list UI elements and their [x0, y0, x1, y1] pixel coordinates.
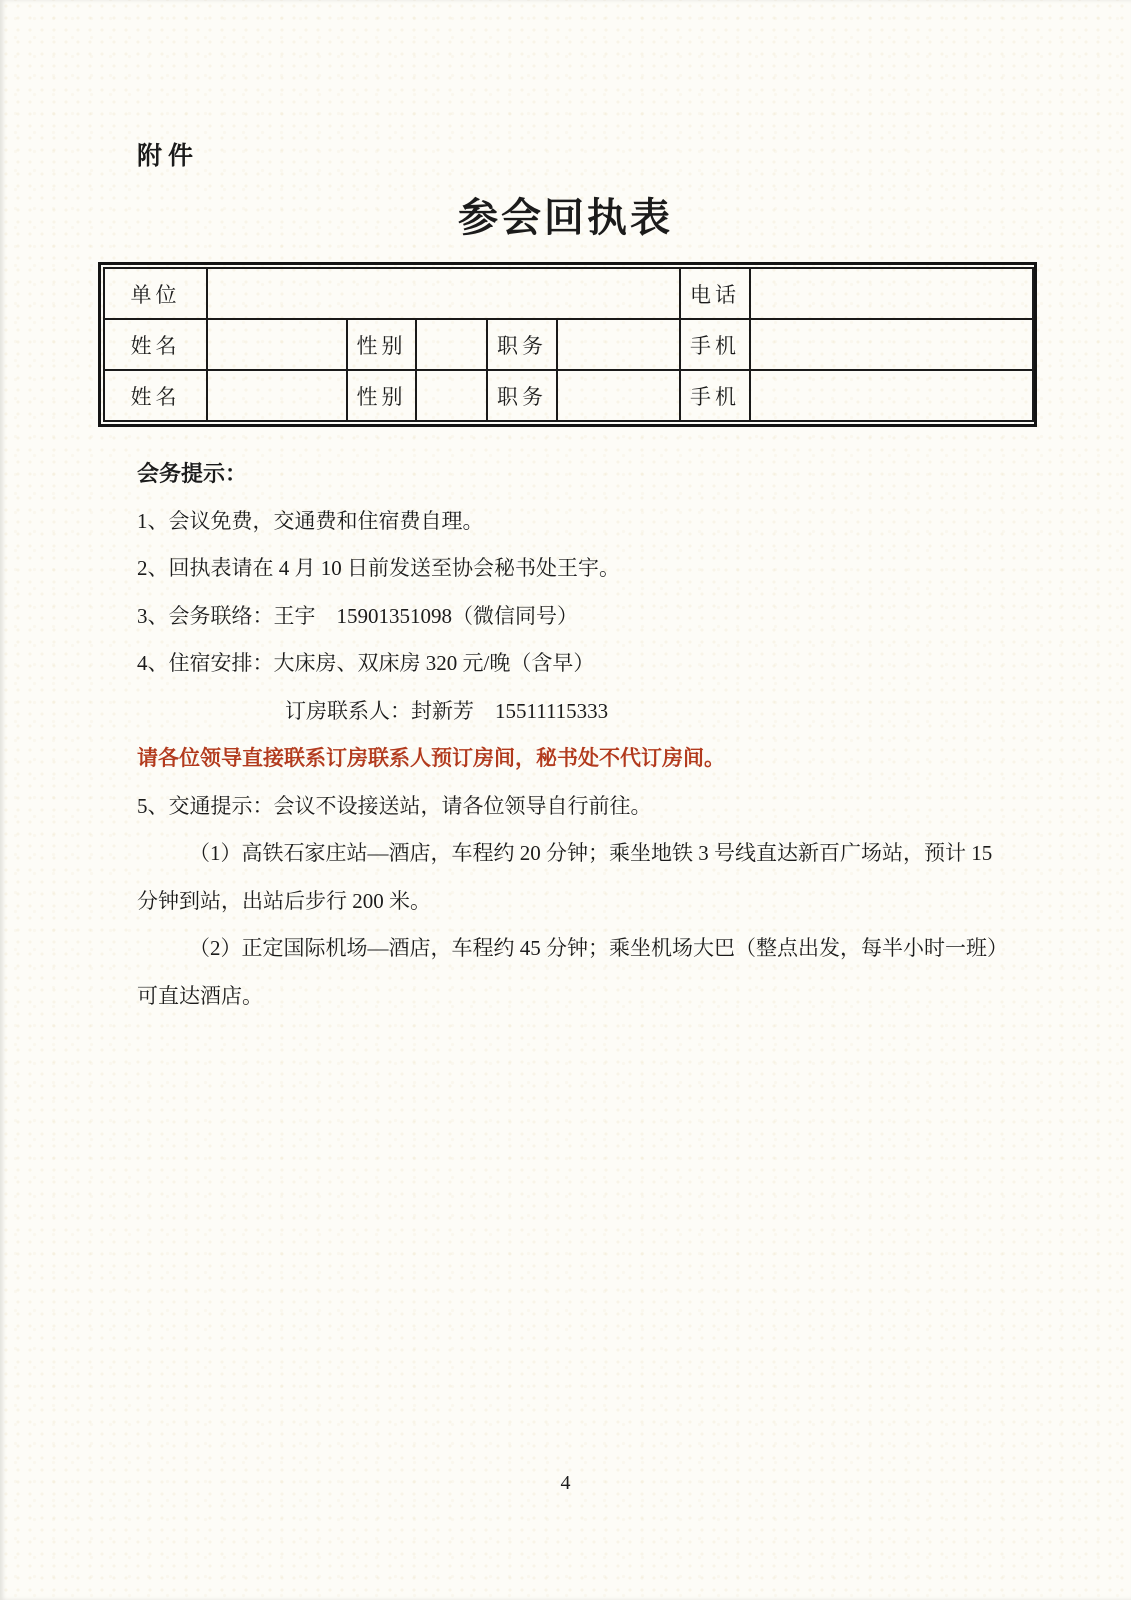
page-number: 4 — [560, 1472, 571, 1494]
position-value-cell — [557, 370, 680, 421]
gender-label: 性别 — [347, 370, 416, 421]
position-label: 职务 — [487, 319, 557, 370]
attachment-label: 附件 — [137, 142, 200, 170]
name-label: 姓名 — [104, 319, 207, 370]
gender-value-cell — [416, 319, 487, 370]
notes-heading: 会务提示： — [137, 461, 248, 486]
name-value-cell — [207, 370, 347, 421]
gender-label: 性别 — [347, 319, 416, 370]
note-item-1: 1、会议免费，交通费和住宿费自理。 — [137, 508, 484, 533]
mobile-label: 手机 — [680, 319, 750, 370]
table-row-unit — [104, 268, 1033, 319]
note-item-2: 2、回执表请在 4 月 10 日前发送至协会秘书处王宇。 — [137, 556, 620, 580]
phone-value-cell — [750, 268, 1033, 319]
note-item-3: 3、会务联络：王宇 15901351098（微信同号） — [137, 603, 578, 628]
mobile-value-cell — [750, 370, 1033, 421]
position-value-cell — [557, 319, 680, 370]
notes-section — [137, 450, 1003, 1020]
mobile-label: 手机 — [680, 370, 750, 421]
table-row-attendee-2 — [104, 370, 1033, 421]
unit-value-cell — [207, 268, 680, 319]
name-label: 姓名 — [104, 370, 207, 421]
reply-form-table — [98, 262, 1037, 427]
booking-warning: 请各位领导直接联系订房联系人预订房间，秘书处不代订房间。 — [137, 746, 725, 770]
phone-label: 电话 — [680, 268, 750, 319]
page-title: 参会回执表 — [458, 195, 673, 240]
note-item-5: 5、交通提示：会议不设接送站，请各位领导自行前往。 — [137, 793, 652, 818]
booking-contact-line: 订房联系人：封新芳 15511115333 — [285, 698, 609, 723]
position-label: 职务 — [487, 370, 557, 421]
unit-label: 单位 — [104, 268, 207, 319]
gender-value-cell — [416, 370, 487, 421]
mobile-value-cell — [750, 319, 1033, 370]
note-item-4: 4、住宿安排：大床房、双床房 320 元/晚（含早） — [137, 651, 595, 675]
note-item-5-sub-2: （2）正定国际机场—酒店，车程约 45 分钟；乘坐机场大巴（整点出发，每半小时一班）可直达酒店。 — [137, 936, 998, 1008]
table-row-attendee-1 — [104, 319, 1033, 370]
name-value-cell — [207, 319, 347, 370]
note-item-5-sub-1: （1）高铁石家庄站—酒店，车程约 20 分钟；乘坐地铁 3 号线直达新百广场站，预计 15 分钟到站，出站后步行 200 米。 — [137, 841, 993, 913]
